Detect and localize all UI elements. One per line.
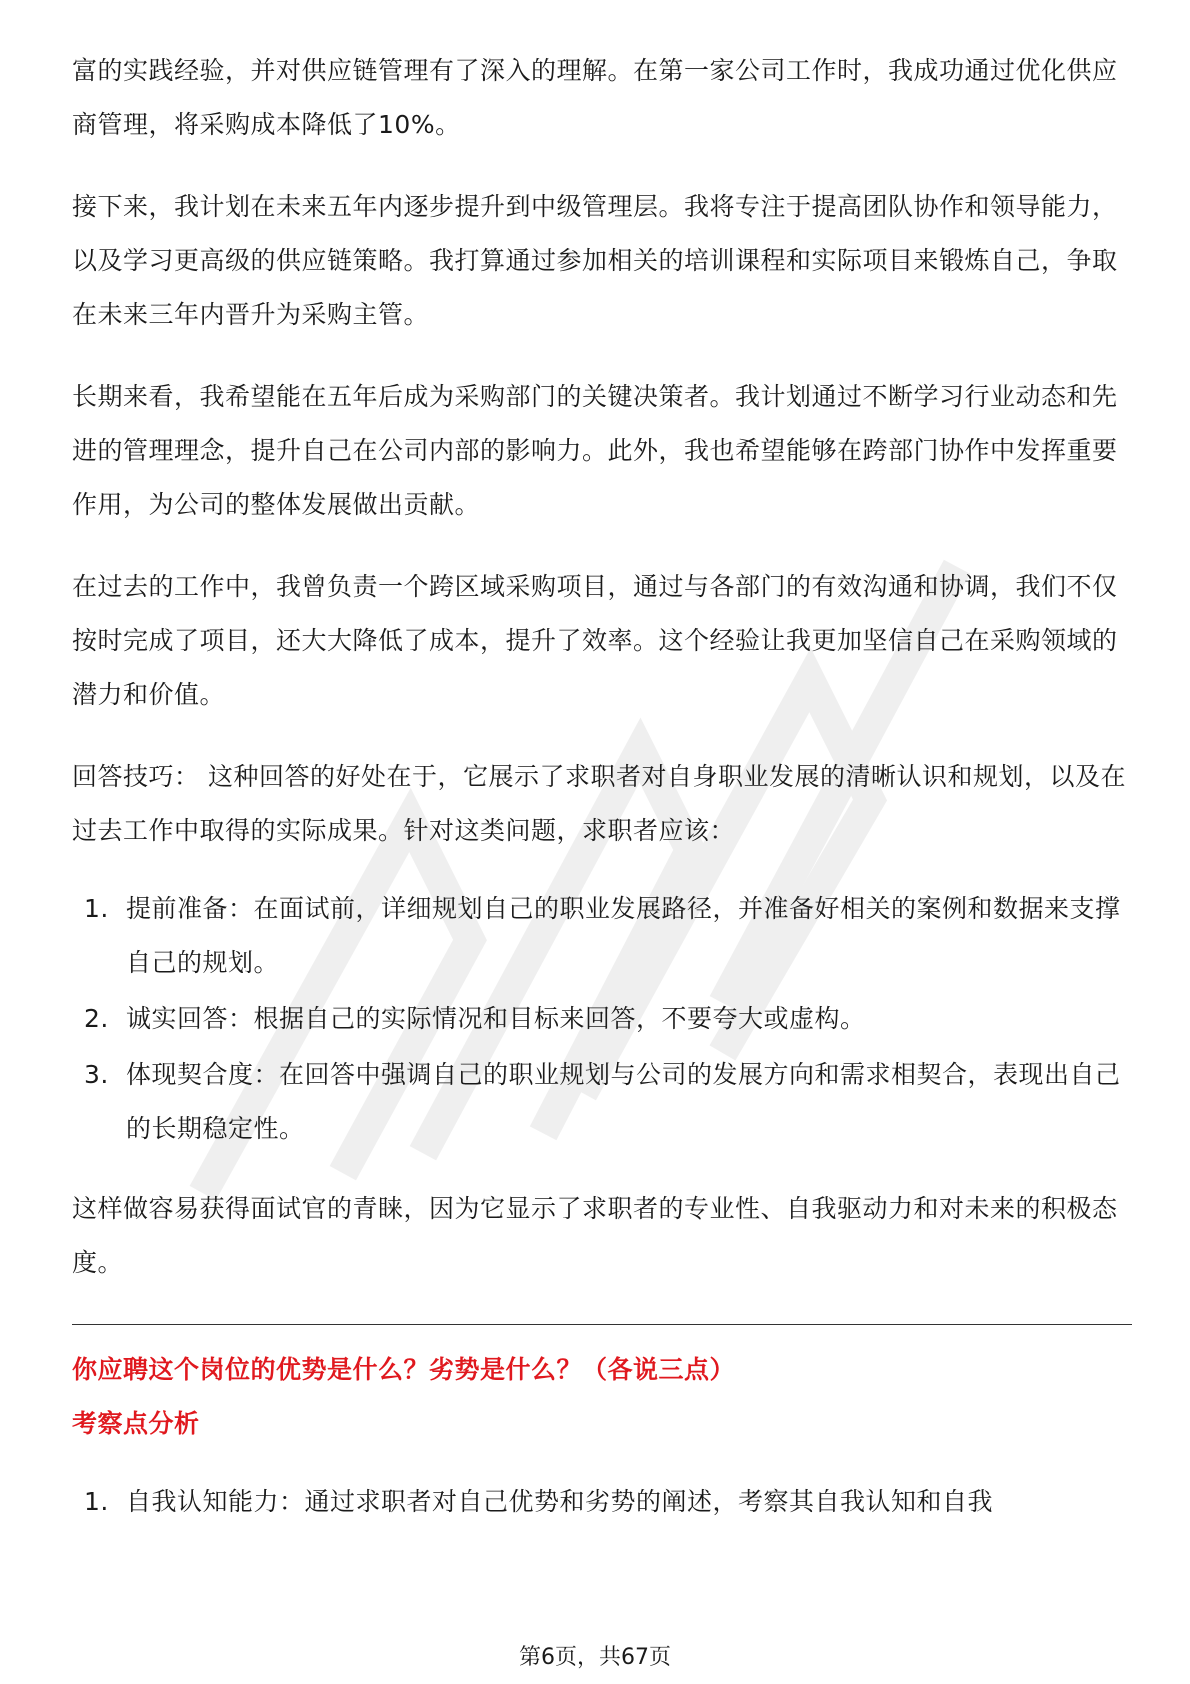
section-divider bbox=[72, 1324, 1132, 1325]
list-number: 1. bbox=[84, 894, 109, 923]
list-item-text: 体现契合度：在回答中强调自己的职业规划与公司的发展方向和需求相契合，表现出自己的长期稳定性。 bbox=[126, 1060, 1121, 1143]
list-item-text: 提前准备：在面试前，详细规划自己的职业发展路径，并准备好相关的案例和数据来支撑自己的规划。 bbox=[126, 894, 1121, 977]
list-number: 2. bbox=[84, 1004, 109, 1033]
list-item-text: 诚实回答：根据自己的实际情况和目标来回答，不要夸大或虚构。 bbox=[126, 1004, 866, 1033]
paragraph-past-project: 在过去的工作中，我曾负责一个跨区域采购项目，通过与各部门的有效沟通和协调，我们不仅按时完成了项目，还大大降低了成本，提升了效率。这个经验让我更加坚信自己在采购领域的潜力和价值。 bbox=[72, 572, 1118, 709]
paragraph-mid-term-plan: 接下来，我计划在未来五年内逐步提升到中级管理层。我将专注于提高团队协作和领导能力，以及学习更高级的供应链策略。我打算通过参加相关的培训课程和实际项目来锻炼自己，争取在未来三年内晋升为采购主管。 bbox=[72, 192, 1118, 329]
paragraph-conclusion: 这样做容易获得面试官的青睐，因为它显示了求职者的专业性、自我驱动力和对未来的积极态度。 bbox=[72, 1194, 1118, 1277]
document-page bbox=[72, 44, 1132, 1531]
analysis-heading: 考察点分析 bbox=[72, 1409, 200, 1438]
paragraph-experience: 富的实践经验，并对供应链管理有了深入的理解。在第一家公司工作时，我成功通过优化供应商管理，将采购成本降低了10%。 bbox=[72, 56, 1118, 139]
tips-list bbox=[72, 882, 1132, 1156]
list-item bbox=[72, 882, 1132, 990]
page-footer: 第6页，共67页 bbox=[519, 1645, 671, 1670]
analysis-list bbox=[72, 1475, 1132, 1529]
list-item bbox=[72, 992, 1132, 1046]
list-number: 3. bbox=[84, 1060, 109, 1089]
list-number: 1. bbox=[84, 1487, 109, 1516]
list-item bbox=[72, 1048, 1132, 1156]
list-item-text: 自我认知能力：通过求职者对自己优势和劣势的阐述，考察其自我认知和自我 bbox=[126, 1487, 994, 1516]
paragraph-long-term-plan: 长期来看，我希望能在五年后成为采购部门的关键决策者。我计划通过不断学习行业动态和先进的管理理念，提升自己在公司内部的影响力。此外，我也希望能够在跨部门协作中发挥重要作用，为公司的整体发展做出贡献。 bbox=[72, 382, 1118, 519]
paragraph-answer-tips: 回答技巧： 这种回答的好处在于，它展示了求职者对自身职业发展的清晰认识和规划，以及在过去工作中取得的实际成果。针对这类问题，求职者应该： bbox=[72, 762, 1126, 845]
list-item bbox=[72, 1475, 1132, 1529]
question-title: 你应聘这个岗位的优势是什么？劣势是什么？（各说三点） bbox=[72, 1355, 736, 1384]
